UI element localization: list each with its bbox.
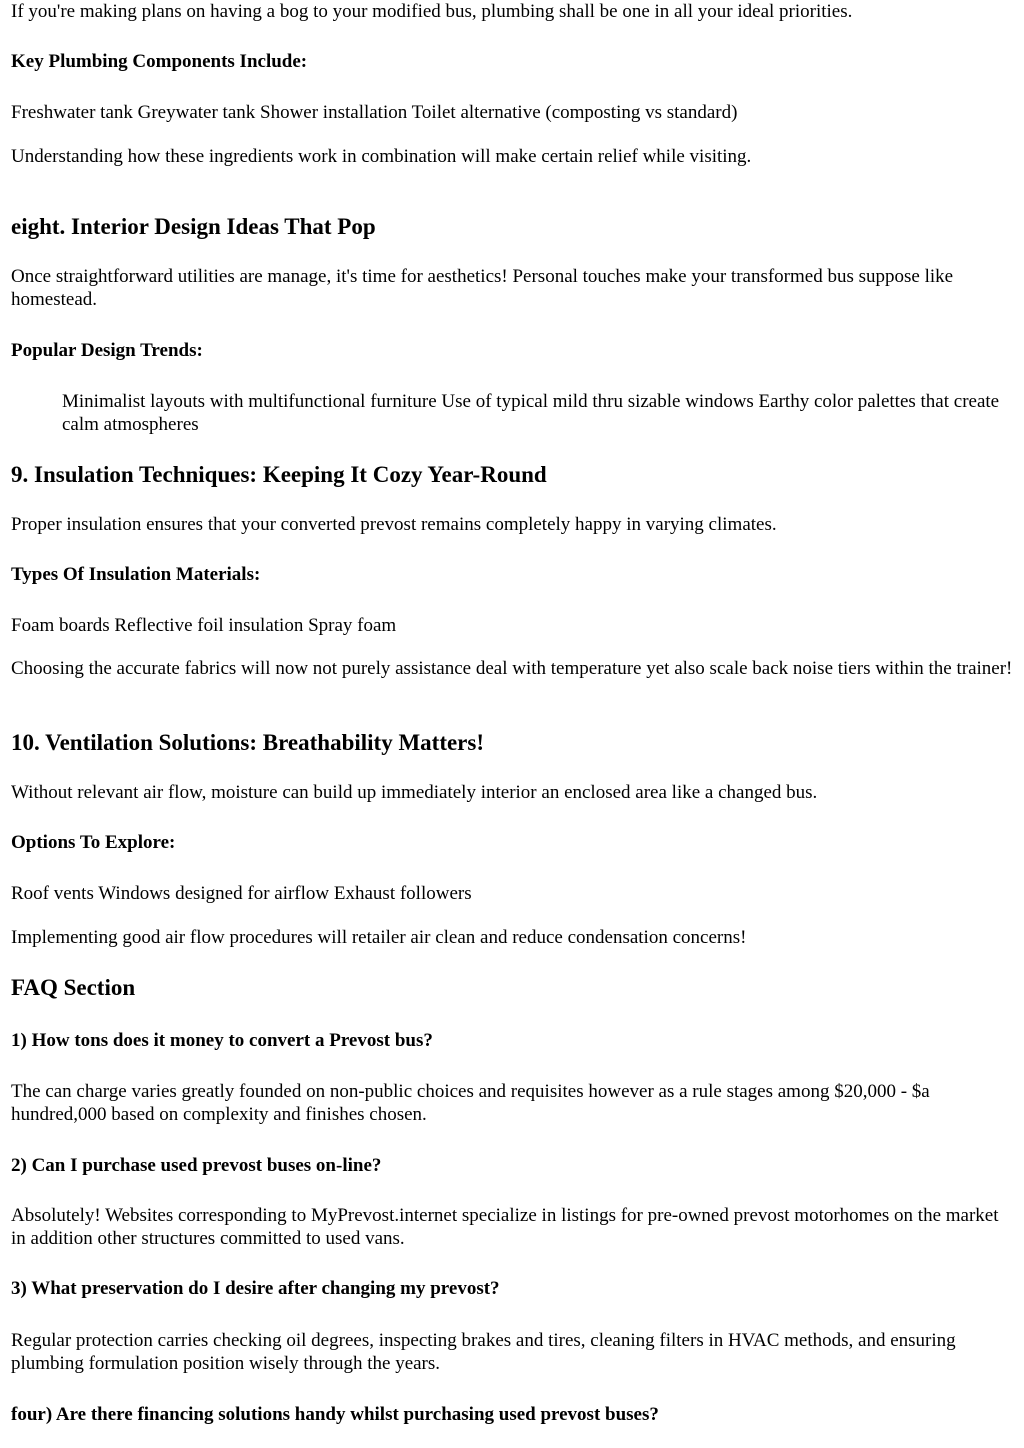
- section-8-heading: eight. Interior Design Ideas That Pop: [11, 214, 376, 239]
- section-8-intro-paragraph: Once straightforward utilities are manage, it's time for aesthetics! Personal touches make your transformed bus suppose like homestead.: [11, 266, 954, 310]
- section-9-heading: 9. Insulation Techniques: Keeping It Cozy Year-Round: [11, 462, 547, 487]
- faq-answer-3: Regular protection carries checking oil degrees, inspecting brakes and tires, cleaning filters in HVAC methods, and ensuring plumbing formulation position wisely through the years.: [11, 1330, 956, 1374]
- section-9-materials-list: Foam boards Reflective foil insulation Spray foam: [11, 615, 397, 636]
- section-10-subheading: Options To Explore:: [11, 832, 176, 853]
- faq-question-2: 2) Can I purchase used prevost buses on-line?: [11, 1155, 382, 1176]
- section-9-outro-paragraph: Choosing the accurate fabrics will now not purely assistance deal with temperature yet also scale back noise tiers within the trainer!: [11, 658, 1013, 679]
- faq-answer-1: The can charge varies greatly founded on non-public choices and requisites however as a rule stages among $20,000 - $a hundred,000 based on complexity and finishes chosen.: [11, 1081, 930, 1125]
- plumbing-intro-paragraph: If you're making plans on having a bog to your modified bus, plumbing shall be one in all your ideal priorities.: [11, 1, 853, 22]
- section-8-subheading: Popular Design Trends:: [11, 340, 203, 361]
- plumbing-outro-paragraph: Understanding how these ingredients work in combination will make certain relief while visiting.: [11, 146, 752, 167]
- faq-question-1: 1) How tons does it money to convert a Prevost bus?: [11, 1030, 433, 1051]
- plumbing-components-list: Freshwater tank Greywater tank Shower installation Toilet alternative (composting vs standard): [11, 102, 738, 123]
- section-9-intro-paragraph: Proper insulation ensures that your converted prevost remains completely happy in varying climates.: [11, 514, 777, 535]
- plumbing-components-heading: Key Plumbing Components Include:: [11, 51, 308, 72]
- section-10-outro-paragraph: Implementing good air flow procedures will retailer air clean and reduce condensation concerns!: [11, 927, 747, 948]
- faq-heading: FAQ Section: [11, 975, 136, 1000]
- section-8-design-trends-list: Minimalist layouts with multifunctional furniture Use of typical mild thru sizable windows Earthy color palettes that create calm atmospheres: [62, 391, 1000, 435]
- faq-question-3: 3) What preservation do I desire after changing my prevost?: [11, 1278, 500, 1299]
- section-10-intro-paragraph: Without relevant air flow, moisture can build up immediately interior an enclosed area like a changed bus.: [11, 782, 818, 803]
- section-9-subheading: Types Of Insulation Materials:: [11, 564, 261, 585]
- section-10-heading: 10. Ventilation Solutions: Breathability Matters!: [11, 730, 485, 755]
- section-10-options-list: Roof vents Windows designed for airflow Exhaust followers: [11, 883, 472, 904]
- faq-question-4: four) Are there financing solutions handy whilst purchasing used prevost buses?: [11, 1404, 659, 1425]
- faq-answer-2: Absolutely! Websites corresponding to MyPrevost.internet specialize in listings for pre-owned prevost motorhomes on the market in addition other structures committed to used vans.: [11, 1205, 999, 1249]
